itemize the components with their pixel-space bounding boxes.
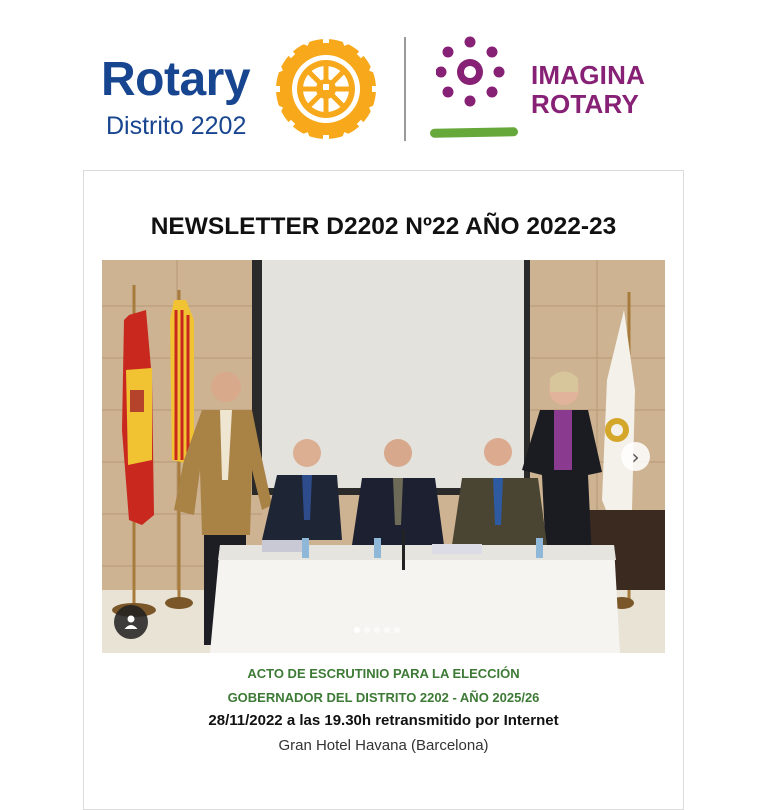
profile-tag-button[interactable]: [114, 605, 148, 639]
event-caption-line1: ACTO DE ESCRUTINIO PARA LA ELECCIÓN: [247, 666, 520, 681]
carousel-dot-2[interactable]: [364, 627, 370, 633]
carousel-indicators: [354, 627, 400, 633]
green-brush-stroke: [430, 127, 518, 138]
user-icon: [123, 614, 139, 630]
logo-divider: [404, 37, 406, 141]
carousel-dot-3[interactable]: [374, 627, 380, 633]
event-photo-carousel[interactable]: [102, 260, 665, 653]
rotary-wheel-icon: [274, 37, 378, 141]
imagina-burst-icon: [436, 34, 516, 114]
event-photo: [102, 260, 665, 653]
newsletter-card: [83, 170, 684, 810]
event-date: 28/11/2022 a las 19.30h retransmitido por Internet: [208, 712, 559, 729]
imagina-label: IMAGINA: [531, 60, 646, 90]
district-label: Distrito 2202: [106, 112, 247, 140]
rotary-campaign-label: ROTARY: [531, 89, 640, 119]
carousel-dot-4[interactable]: [384, 627, 390, 633]
carousel-dot-5[interactable]: [394, 627, 400, 633]
newsletter-header: [0, 0, 773, 160]
newsletter-title: NEWSLETTER D2202 Nº22 AÑO 2022-23: [150, 213, 617, 240]
rotary-wordmark: Rotary: [101, 53, 251, 106]
event-caption-line2: GOBERNADOR DEL DISTRITO 2202 - AÑO 2025/26: [227, 690, 540, 705]
carousel-next-button[interactable]: ›: [621, 442, 650, 471]
event-venue: Gran Hotel Havana (Barcelona): [278, 737, 489, 754]
carousel-dot-1[interactable]: [354, 627, 360, 633]
